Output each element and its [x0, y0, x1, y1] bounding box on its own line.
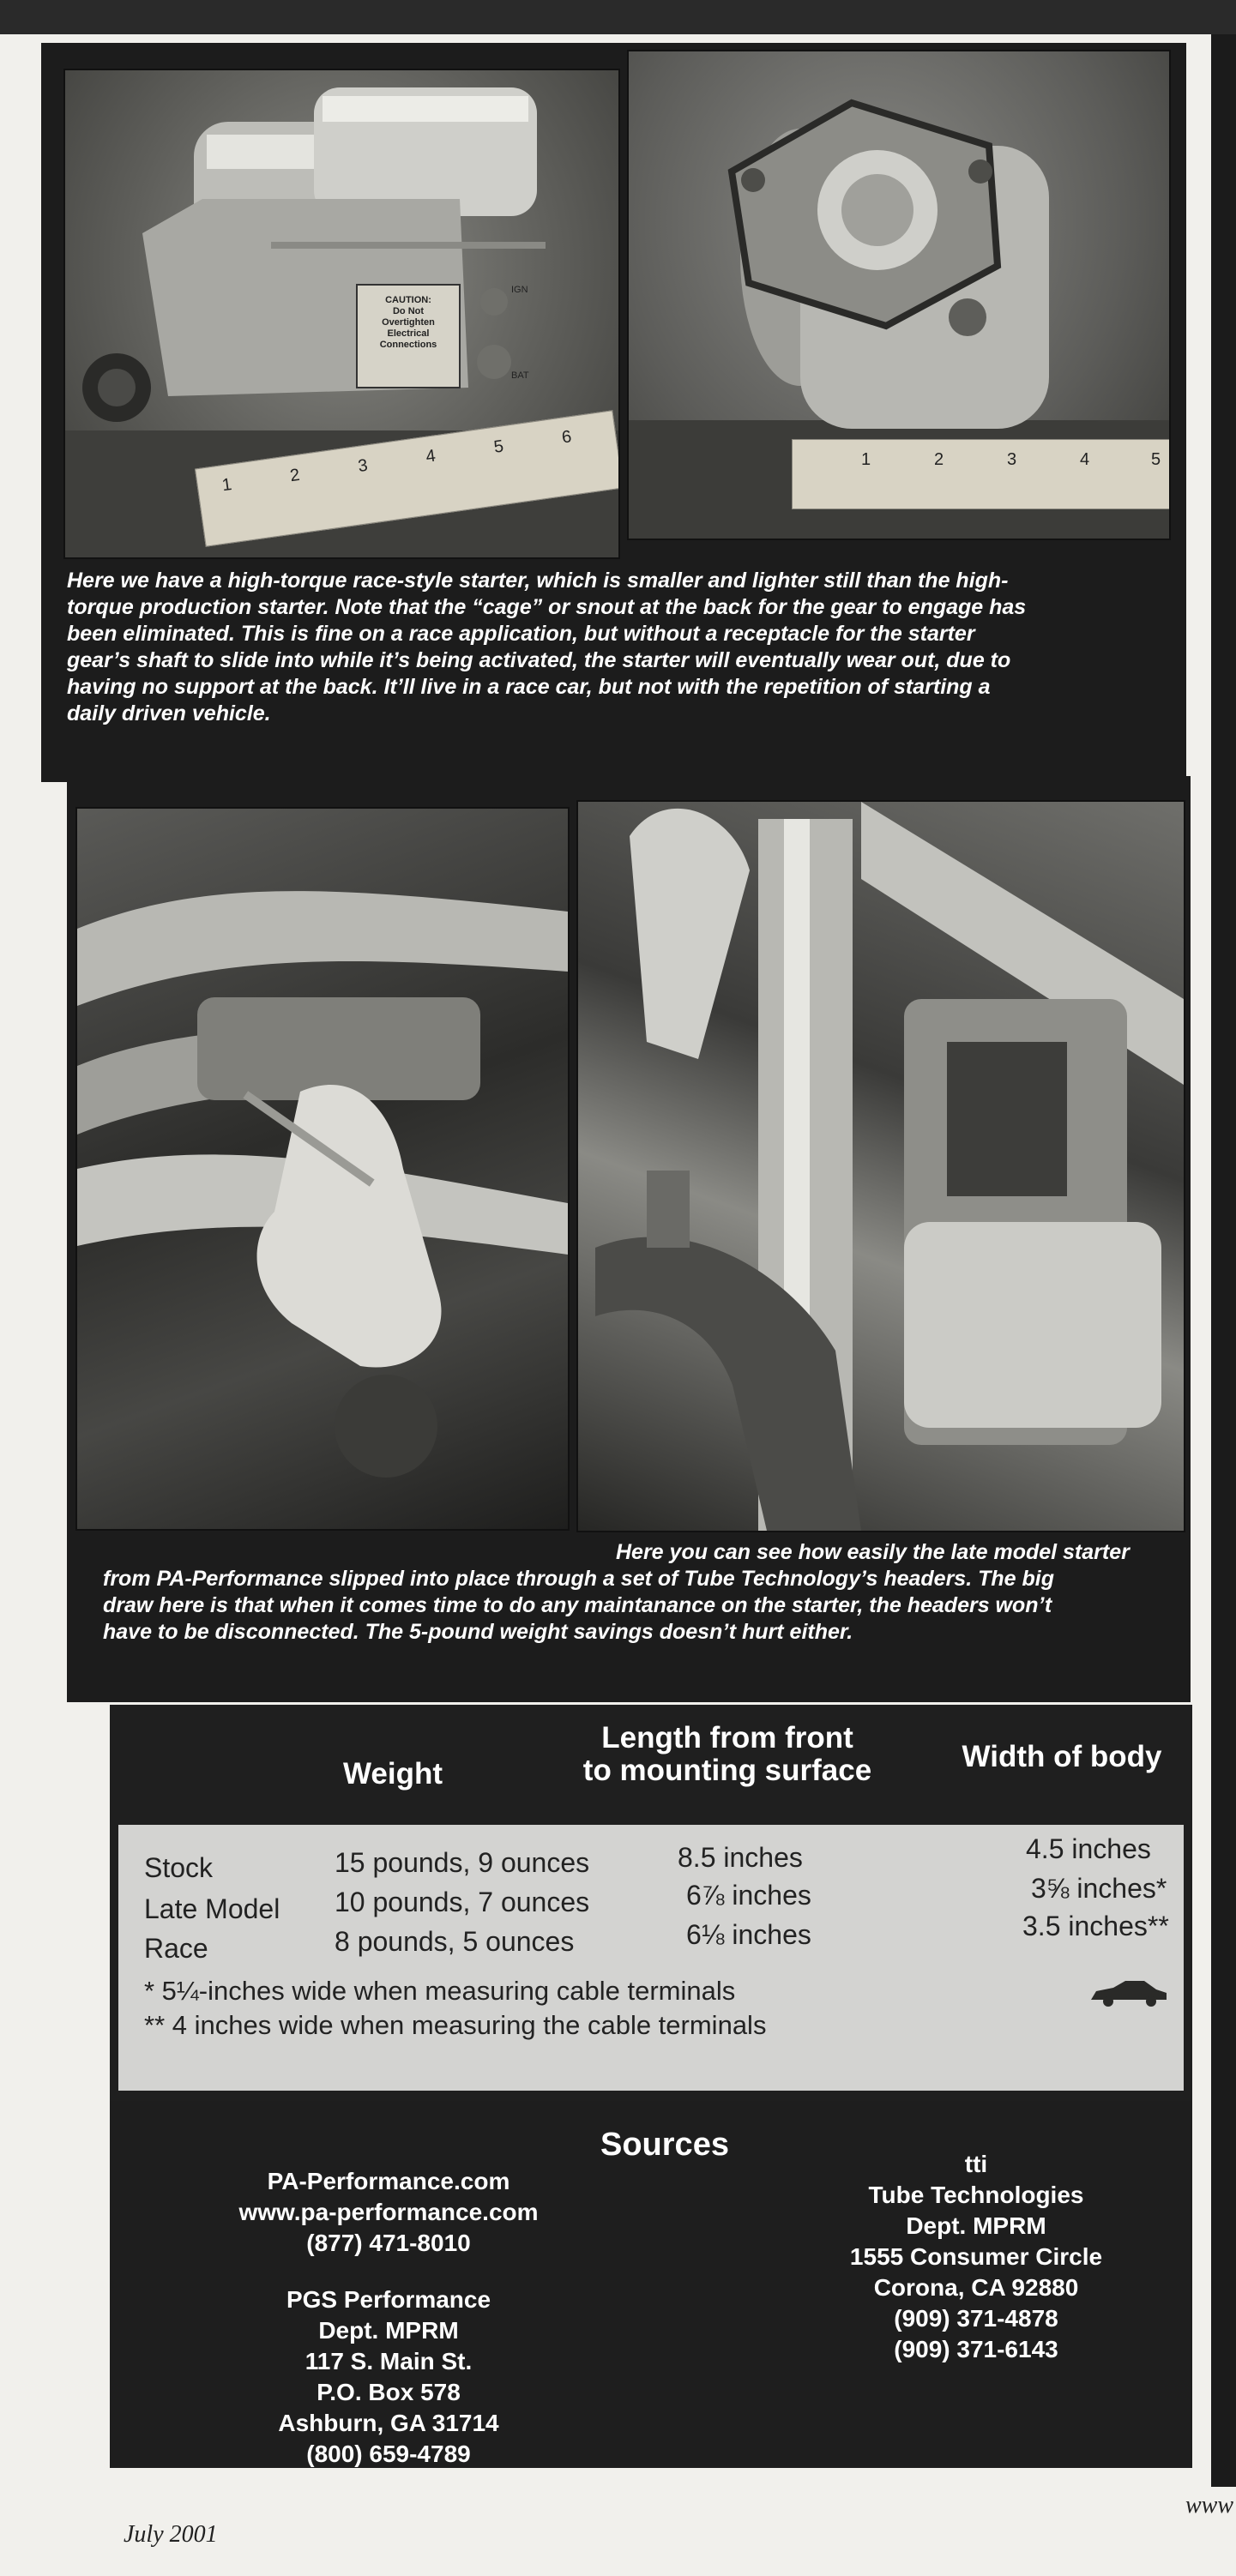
ruler-1-number: 2	[288, 465, 301, 486]
source-line: 117 S. Main St.	[304, 2348, 473, 2374]
caption-line: gear’s shaft to slide into while it’s being activated, the starter will eventually wear out, due to	[67, 648, 1011, 672]
caption-line: daily driven vehicle.	[67, 701, 271, 725]
caption-line: Here you can see how easily the late model starter	[616, 1540, 1130, 1564]
table-footnote: ** 4 inches wide when measuring the cable terminals	[144, 2010, 767, 2040]
ruler-1-number: 4	[425, 446, 437, 466]
source-line: (909) 371-4878	[894, 2305, 1058, 2332]
source-line: Corona, CA 92880	[873, 2274, 1079, 2301]
row-width: 3.5 inches**	[1022, 1911, 1169, 1941]
race-starter-end-photo	[627, 50, 1171, 540]
caption-line: have to be disconnected. The 5-pound weight savings doesn’t hurt either.	[103, 1620, 853, 1644]
footer-date: July 2001	[124, 2521, 218, 2548]
source-line: Ashburn, GA 31714	[278, 2410, 499, 2436]
caption-line: torque production starter. Note that the “cage” or snout at the back for the gear to engage has	[67, 595, 1027, 619]
header-width: Width of body	[962, 1740, 1162, 1773]
middle-photo-panel	[67, 776, 1191, 1702]
source-line: PGS Performance	[286, 2286, 491, 2313]
starter-comparison-table	[110, 1705, 1192, 2101]
top-photo-panel	[41, 43, 1186, 782]
row-length: 6⅞ inches	[686, 1880, 811, 1911]
caution-label-line: CAUTION:	[385, 295, 431, 305]
ruler-1-number: 5	[492, 436, 505, 457]
source-line: Dept. MPRM	[318, 2317, 459, 2344]
header-length-line: to mounting surface	[582, 1754, 872, 1787]
ruler-2-number: 1	[861, 450, 871, 469]
page-right-edge	[1211, 34, 1236, 2487]
header-length	[547, 1722, 907, 1787]
caution-label-line: Do Not	[392, 306, 425, 316]
source-line: Dept. MPRM	[906, 2212, 1046, 2239]
bat-terminal-label: BAT	[511, 370, 529, 381]
header-length-line: Length from front	[601, 1721, 853, 1754]
caution-label-line: Overtighten	[382, 317, 435, 328]
row-weight: 15 pounds, 9 ounces	[335, 1847, 590, 1878]
source-line: (800) 659-4789	[306, 2441, 471, 2467]
caution-label	[360, 295, 456, 351]
source-line: PA-Performance.com	[267, 2168, 510, 2194]
ruler-1-number: 6	[560, 427, 573, 448]
row-width: 4.5 inches	[1026, 1833, 1151, 1864]
row-weight: 10 pounds, 7 ounces	[335, 1887, 590, 1917]
installed-starter-photo	[576, 800, 1185, 1532]
row-label: Stock	[144, 1852, 214, 1883]
caution-label-line: Connections	[379, 340, 437, 350]
source-line: tti	[964, 2151, 988, 2177]
row-length: 8.5 inches	[678, 1842, 803, 1873]
row-length: 6⅛ inches	[686, 1919, 811, 1950]
source-line: 1555 Consumer Circle	[849, 2243, 1103, 2270]
installed-starter-illustration	[578, 802, 1184, 1531]
caption-race-starter	[67, 568, 1173, 727]
sources-title: Sources	[600, 2127, 729, 2163]
source-pgs-performance	[196, 2284, 582, 2470]
source-tube-technologies	[787, 2149, 1165, 2365]
row-weight: 8 pounds, 5 ounces	[335, 1926, 575, 1957]
footer-url-fragment: www	[1185, 2492, 1234, 2519]
caption-line: having no support at the back. It’ll live in a race car, but not with the repetition of starting a	[67, 675, 991, 699]
source-line: (877) 471-8010	[306, 2230, 471, 2256]
caption-installed-starter	[67, 1539, 1186, 1646]
caution-label-line: Electrical	[387, 328, 430, 339]
ruler-2	[792, 439, 1171, 509]
header-weight: Weight	[342, 1757, 443, 1791]
source-line: P.O. Box 578	[317, 2379, 461, 2405]
table-footnote: * 5¼-inches wide when measuring cable terminals	[144, 1976, 736, 2006]
source-line: Tube Technologies	[868, 2182, 1084, 2208]
ruler-2-number: 2	[934, 450, 944, 469]
install-hand-photo	[75, 807, 570, 1531]
sources-box	[110, 2101, 1192, 2468]
table-body	[118, 1825, 1184, 2091]
caption-line: been eliminated. This is fine on a race application, but without a receptacle for the starter	[67, 622, 975, 646]
caption-line: Here we have a high-torque race-style starter, which is smaller and lighter still than the high-	[67, 569, 1009, 593]
race-starter-side-photo	[63, 69, 620, 559]
row-width: 3⅝ inches*	[1031, 1873, 1167, 1904]
ruler-2-number: 5	[1151, 450, 1161, 469]
ruler-2-number: 3	[1007, 450, 1017, 469]
source-pa-performance	[196, 2166, 582, 2259]
row-label: Late Model	[144, 1893, 280, 1924]
page-top-band	[0, 0, 1236, 34]
install-hand-illustration	[77, 809, 568, 1529]
row-label: Race	[144, 1933, 208, 1964]
ruler-2-number: 4	[1080, 450, 1090, 469]
source-line: (909) 371-6143	[894, 2336, 1058, 2362]
ign-terminal-label: IGN	[511, 285, 528, 295]
ruler-1-number: 1	[220, 474, 233, 496]
ruler-1-number: 3	[356, 455, 370, 477]
caption-line: draw here is that when it comes time to do any maintanance on the starter, the headers won’t	[103, 1593, 1052, 1617]
caption-line: from PA-Performance slipped into place through a set of Tube Technology’s headers. The big	[103, 1567, 1054, 1591]
car-silhouette-icon	[1088, 1976, 1170, 2010]
source-line: www.pa-performance.com	[238, 2199, 539, 2225]
